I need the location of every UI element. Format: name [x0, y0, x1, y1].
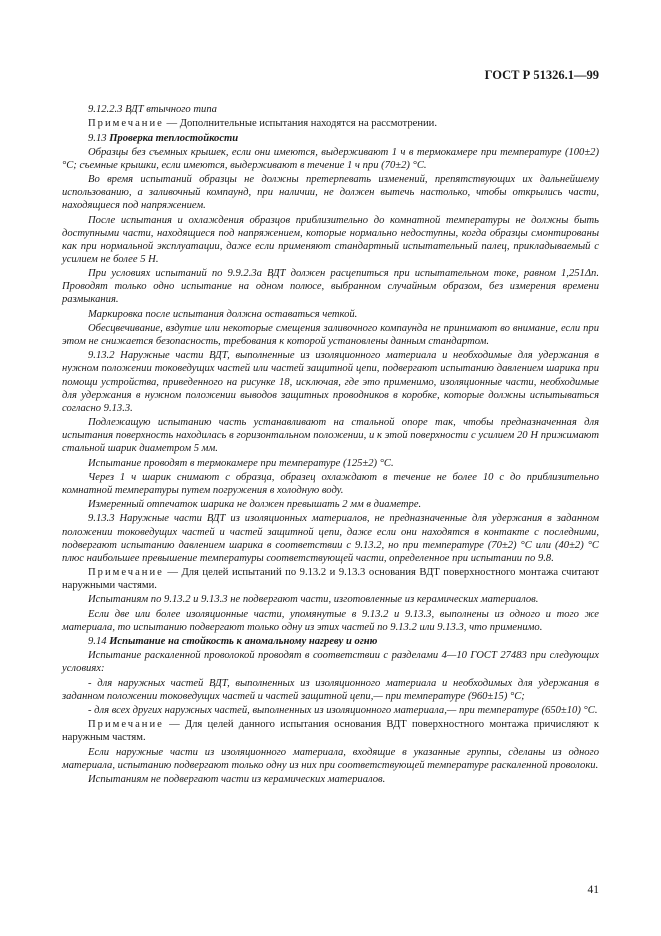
section-heading	[62, 635, 599, 648]
note-label: Примечание	[88, 118, 164, 130]
note-text: — Дополнительные испытания находятся на рассмотрении.	[163, 118, 437, 130]
note-text: — Для целей испытаний по 9.13.2 и 9.13.3 основания ВДТ поверхностного монтажа считают наружными частями.	[62, 567, 599, 592]
page-number: 41	[587, 884, 599, 896]
body-paragraph: Обесцвечивание, вздутие или некоторые смещения заливочного компаунда не принимают во внимание, если при этом не снижается безопасность, требования к которой установлены данным стандартом.	[62, 323, 599, 348]
section-title: Проверка теплостойкости	[109, 132, 239, 144]
note-paragraph	[62, 566, 599, 592]
body-paragraph: После испытания и охлаждения образцов приблизительно до комнатной температуры не должны быть доступными части, находящиеся под напряжением, которые нормально недоступны, когда образцы смонтированы как при нормальной эксплуатации, даже если применяют стандартный испытательный палец, прикладываемый с усилием не более 5 Н.	[62, 214, 599, 265]
section-heading	[62, 132, 599, 145]
body-paragraph: Измеренный отпечаток шарика не должен превышать 2 мм в диаметре.	[88, 499, 422, 511]
document-body	[62, 103, 599, 787]
clause-9-13-2: 9.13.2 Наружные части ВДТ, выполненные из изоляционного материала и необходимые для удержания в нужном положении токоведущих частей или частей защитной цепи, подвергают испытанию давлением шарика при помощи устройства, приведенного на рисунке 18, исключая, где это применимо, изоляционные части, необходимые для удержания в нужном положении выводов защитных проводников в коробке, которые должны испытываться согласно 9.13.3.	[62, 350, 599, 414]
section-title: Испытание на стойкость к аномальному нагреву и огню	[109, 636, 378, 648]
body-paragraph: Во время испытаний образцы не должны претерпевать изменений, препятствующих их дальнейшему использованию, а заливочный компаунд, при наличии, не должен вытечь настолько, чтобы открылись части, находящиеся под напряжением.	[62, 174, 599, 212]
note-text: — Для целей данного испытания основания ВДТ поверхностного монтажа причисляют к наружным частям.	[62, 719, 599, 744]
section-number: 9.13	[88, 132, 110, 144]
clause-9-12-2-3: 9.12.2.3 ВДТ втычного типа	[88, 104, 217, 115]
note-paragraph	[62, 117, 599, 130]
body-paragraph: Испытаниям по 9.13.2 и 9.13.3 не подвергают части, изготовленные из керамических материалов.	[88, 594, 539, 606]
body-paragraph: Через 1 ч шарик снимают с образца, образец охлаждают в течение не более 10 с до приблизительно комнатной температуры путем погружения в холодную воду.	[62, 471, 599, 496]
list-item: - для всех других наружных частей, выполненных из изоляционного материала,— при температуре (650±10) °С.	[88, 705, 598, 717]
document-code: ГОСТ Р 51326.1—99	[484, 68, 599, 82]
body-paragraph: Если наружные части из изоляционного материала, входящие в указанные группы, сделаны из одного материала, испытанию подвергают только одну из них при соответствующей температуре раскаленной проволоки.	[62, 746, 599, 771]
body-paragraph: Испытаниям не подвергают части из керамических материалов.	[88, 774, 386, 786]
body-paragraph: При условиях испытаний по 9.9.2.3а ВДТ должен расцепиться при испытательном токе, равном 1,251Δn. Проводят только одно испытание на одном полюсе, выбранном случайным образом, без измерения времени размыкания.	[62, 268, 599, 306]
section-number: 9.14	[88, 636, 110, 648]
note-paragraph	[62, 718, 599, 744]
body-paragraph: Если две или более изоляционные части, упомянутые в 9.13.2 и 9.13.3, выполнены из одного и того же материала, то испытанию подвергают только одну из этих частей по 9.13.2 или 9.13.3, что применимо.	[62, 608, 599, 633]
body-paragraph: Испытание раскаленной проволокой проводят в соответствии с разделами 4—10 ГОСТ 27483 при следующих условиях:	[62, 650, 599, 675]
body-paragraph: Образцы без съемных крышек, если они имеются, выдерживают 1 ч в термокамере при температуре (100±2) °С; съемные крышки, если имеются, выдерживают в течение 1 ч при (70±2) °С.	[62, 146, 599, 171]
list-item: - для наружных частей ВДТ, выполненных из изоляционного материала и необходимых для удержания в заданном положении токоведущих частей и частей защитной цепи,— при температуре (960±15) °С;	[62, 677, 599, 702]
note-label: Примечание	[88, 567, 164, 578]
clause-9-13-3: 9.13.3 Наружные части ВДТ из изоляционных материалов, не предназначенные для удержания в заданном положении токоведущих частей и частей защитной цепи, даже если они находятся в контакте с последними, подвергают испытанию давлением шарика в соответствии с 9.13.2, но при температуре (70±2) °С или (40±2) °С плюс наибольшее превышение температуры соответствующей части, определенное при испытании по 9.8.	[62, 513, 599, 564]
body-paragraph: Испытание проводят в термокамере при температуре (125±2) °С.	[88, 457, 394, 469]
body-paragraph: Маркировка после испытания должна оставаться четкой.	[88, 308, 358, 320]
body-paragraph: Подлежащую испытанию часть устанавливают на стальной опоре так, чтобы предназначенная для испытания поверхность находилась в горизонтальном положении, и к этой поверхности с усилием 20 Н прижимают стальной шарик диаметром 5 мм.	[62, 417, 599, 455]
note-label: Примечание	[88, 719, 164, 731]
